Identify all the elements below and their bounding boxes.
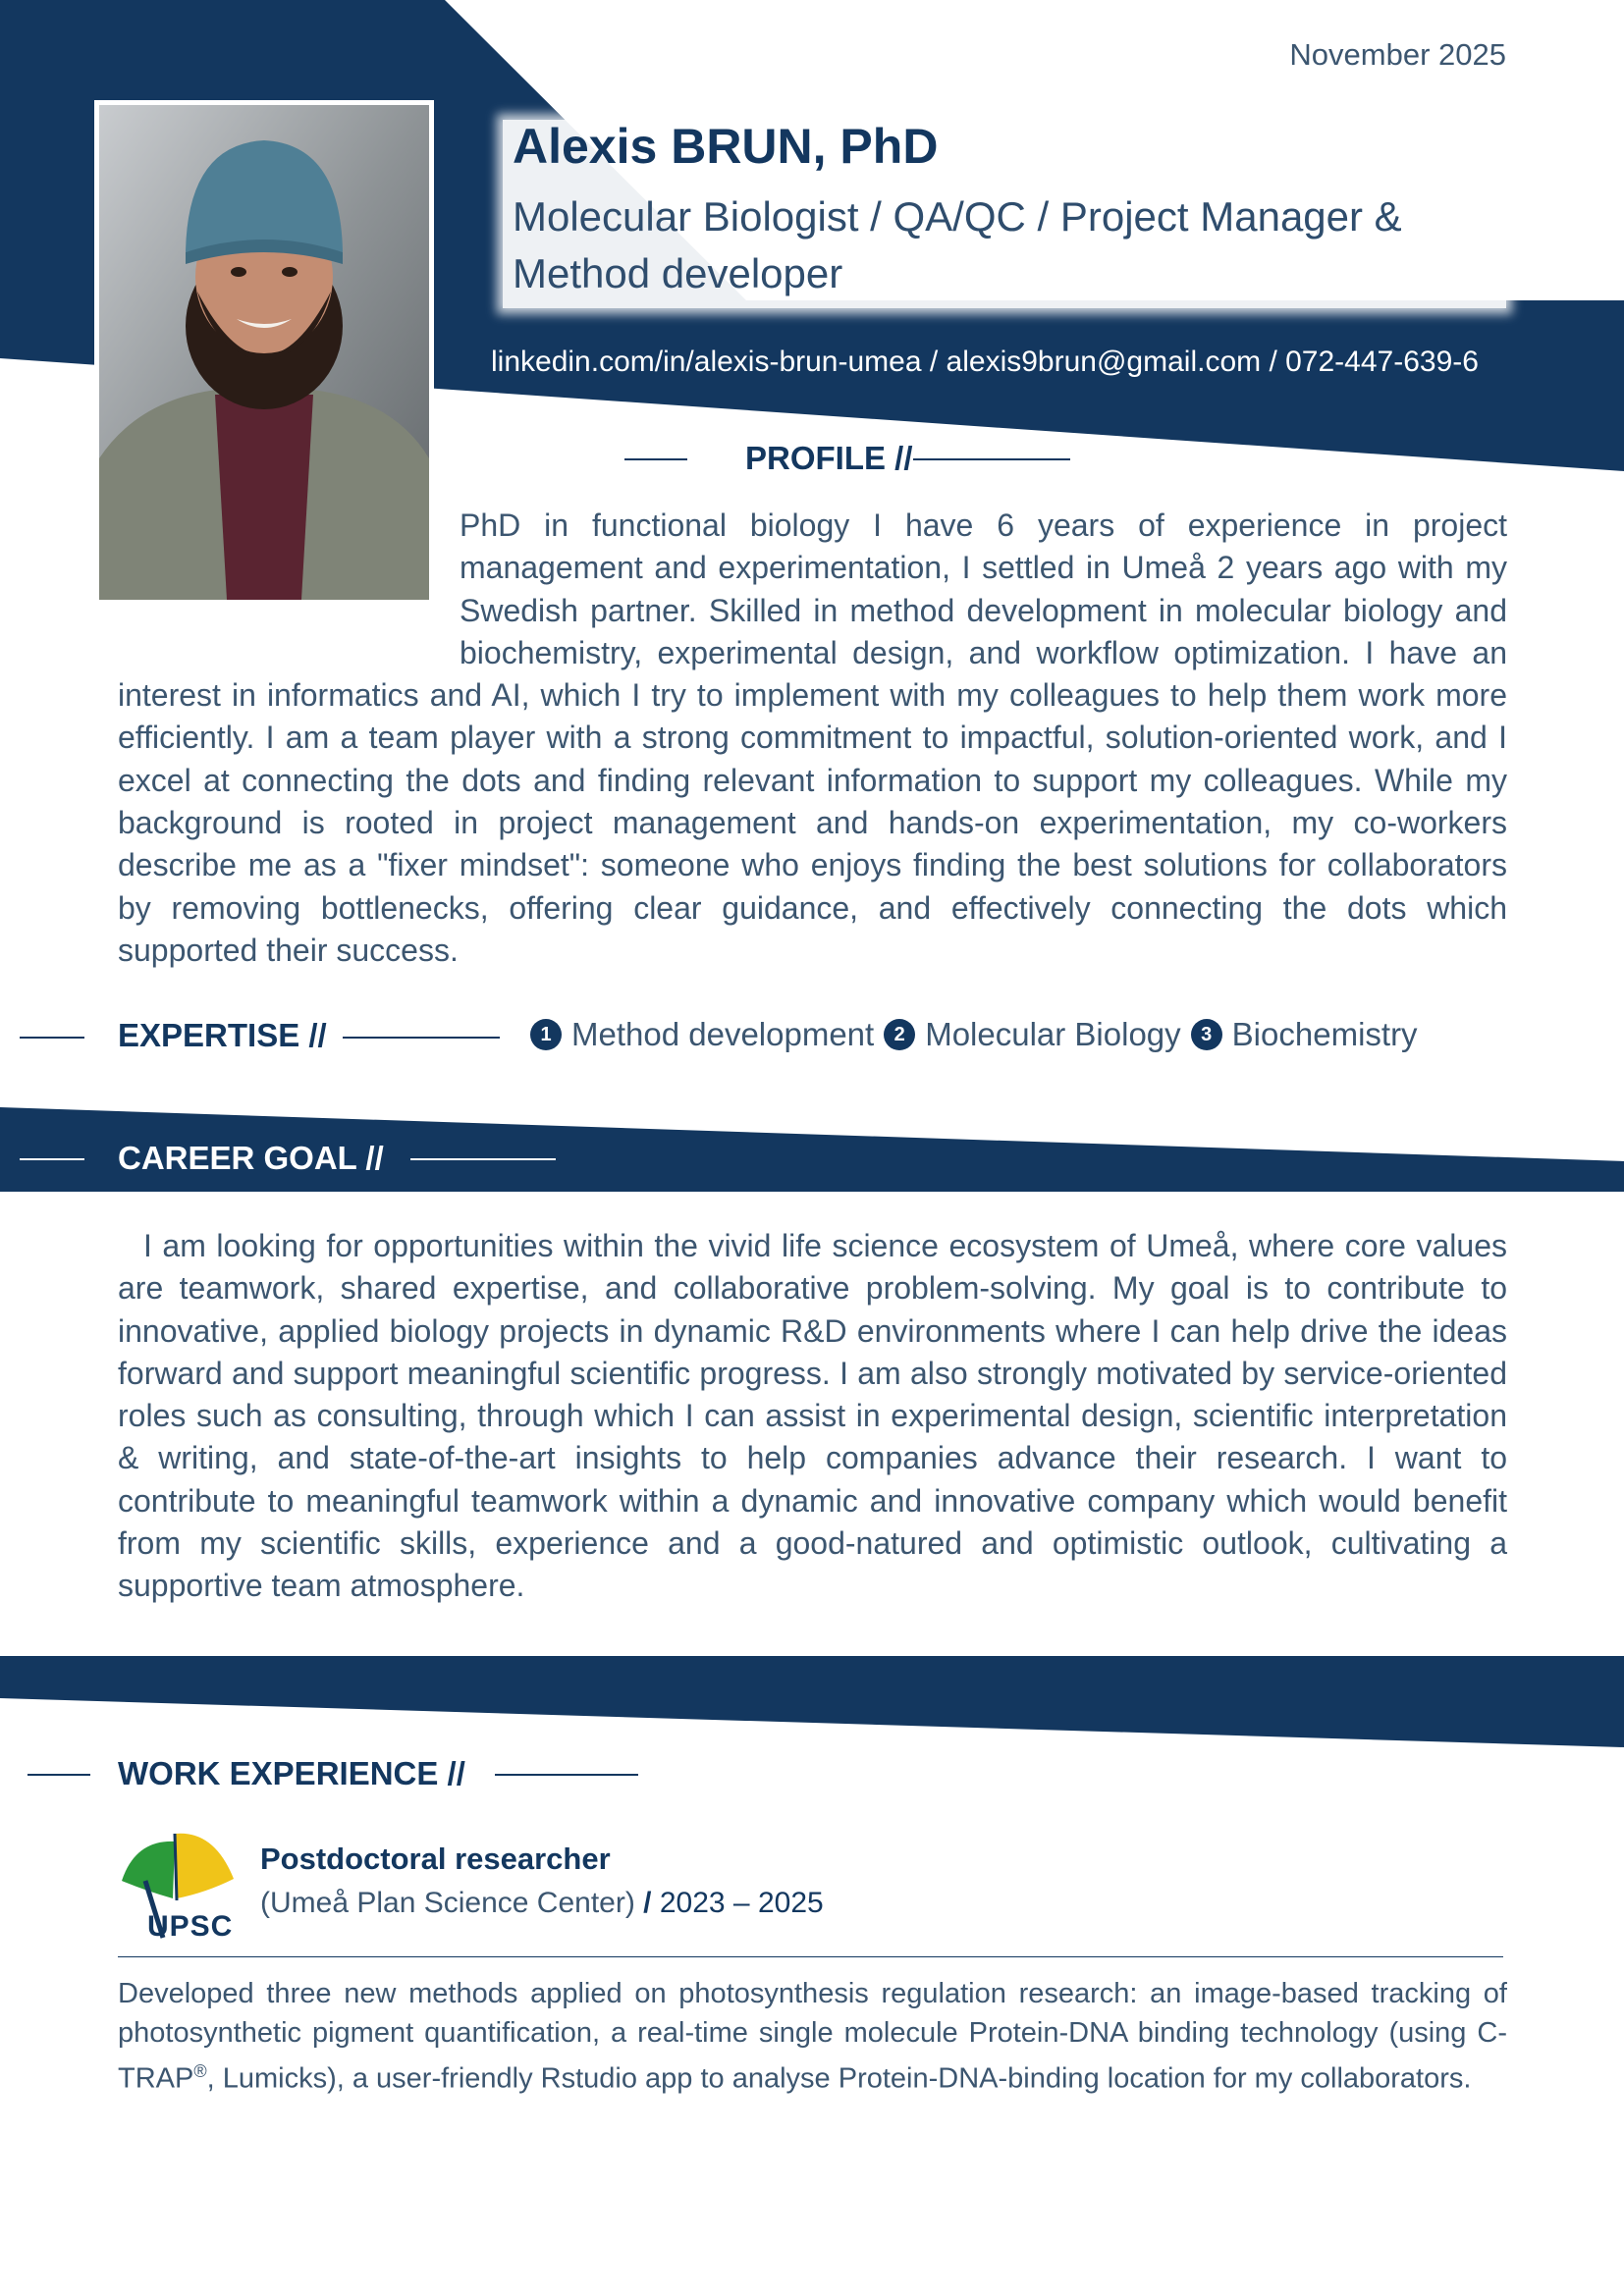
job-description (118, 1975, 1507, 2099)
job-title: Postdoctoral researcher (260, 1842, 611, 1876)
expertise-item (1191, 1016, 1418, 1053)
career-goal-heading: CAREER GOAL // (118, 1140, 384, 1176)
career-divider-left (20, 1158, 84, 1160)
work-divider-left (27, 1774, 90, 1776)
expertise-number-badge: 2 (884, 1019, 915, 1050)
job-divider (118, 1956, 1503, 1957)
document-date: November 2025 (1289, 37, 1506, 72)
job-separator: / (643, 1887, 652, 1919)
registered-mark: ® (193, 2061, 207, 2081)
expertise-item (884, 1016, 1180, 1053)
job-desc-part: Developed three new methods applied on photosynthesis regulation research: an image-based tracking of photosynthetic pigment quantification, a real-time single molecule Protein-DNA binding technology (using C-TRAP (118, 1978, 1507, 2095)
upsc-logo-text: UPSC (147, 1910, 234, 1943)
work-divider-right (495, 1774, 638, 1776)
profile-divider-right (913, 458, 1070, 460)
expertise-number-badge: 1 (530, 1019, 562, 1050)
profile-heading: PROFILE // (745, 440, 913, 476)
expertise-number-badge: 3 (1191, 1019, 1222, 1050)
career-goal-text: I am looking for opportunities within the vivid life science ecosystem of Umeå, where core values are teamwork, shared expertise, and collaborative problem-solving. My goal is to contribute to innovative, applied biology projects in dynamic R&D environments where I can help drive the ideas forward and support meaningful scientific progress. I am also strongly motivated by service-oriented roles such as consulting, through which I can assist in experimental design, scientific interpretation & writing, and state-of-the-art insights to help companies advance their research. I want to contribute to meaningful teamwork within a dynamic and innovative company which would benefit from my scientific skills, experience and a good-natured and optimistic outlook, cultivating a supportive team atmosphere. (118, 1228, 1507, 1604)
job-desc-part: , Lumicks), a user-friendly Rstudio app to analyse Protein-DNA-binding location for my collaborators. (206, 2062, 1472, 2095)
job-org-name: (Umeå Plan Science Center) (260, 1887, 635, 1919)
work-experience-heading: WORK EXPERIENCE // (118, 1755, 465, 1791)
expertise-divider-left (20, 1037, 84, 1039)
expertise-label: Method development (571, 1016, 875, 1052)
contact-info: linkedin.com/in/alexis-brun-umea / alexis9brun@gmail.com / 072-447-639-6 (491, 346, 1479, 378)
job-organization (260, 1887, 824, 1920)
expertise-item (530, 1016, 874, 1053)
candidate-job-title: Molecular Biologist / QA/QC / Project Manager & Method developer (513, 193, 1402, 296)
expertise-divider-right (343, 1037, 500, 1039)
candidate-name: Alexis BRUN, PhD (513, 119, 939, 174)
profile-section (118, 505, 1507, 972)
profile-divider-left (624, 458, 687, 460)
expertise-label: Biochemistry (1231, 1016, 1418, 1052)
profile-text: PhD in functional biology I have 6 years of experience in project management and experimentation, I settled in Umeå 2 years ago with my Swedish partner. Skilled in method development in molecular biology and biochemistry, experimental design, and workflow optimization. I have an interest in informatics and AI, which I try to implement with my colleagues to help them work more efficiently. I am a team player with a strong commitment to impactful, solution-oriented work, and I excel at connecting the dots and finding relevant information to support my colleagues. While my background is rooted in project management and hands-on experimentation, my co-workers describe me as a "fixer mindset": someone who enjoys finding the best solutions for collaborators by removing bottlenecks, offering clear guidance, and effectively connecting the dots which supported their success. (118, 507, 1507, 968)
expertise-list (530, 1016, 1418, 1053)
career-divider-right (410, 1158, 556, 1160)
job-years: 2023 – 2025 (659, 1887, 824, 1919)
expertise-heading: EXPERTISE // (118, 1017, 327, 1053)
expertise-label: Molecular Biology (925, 1016, 1181, 1052)
